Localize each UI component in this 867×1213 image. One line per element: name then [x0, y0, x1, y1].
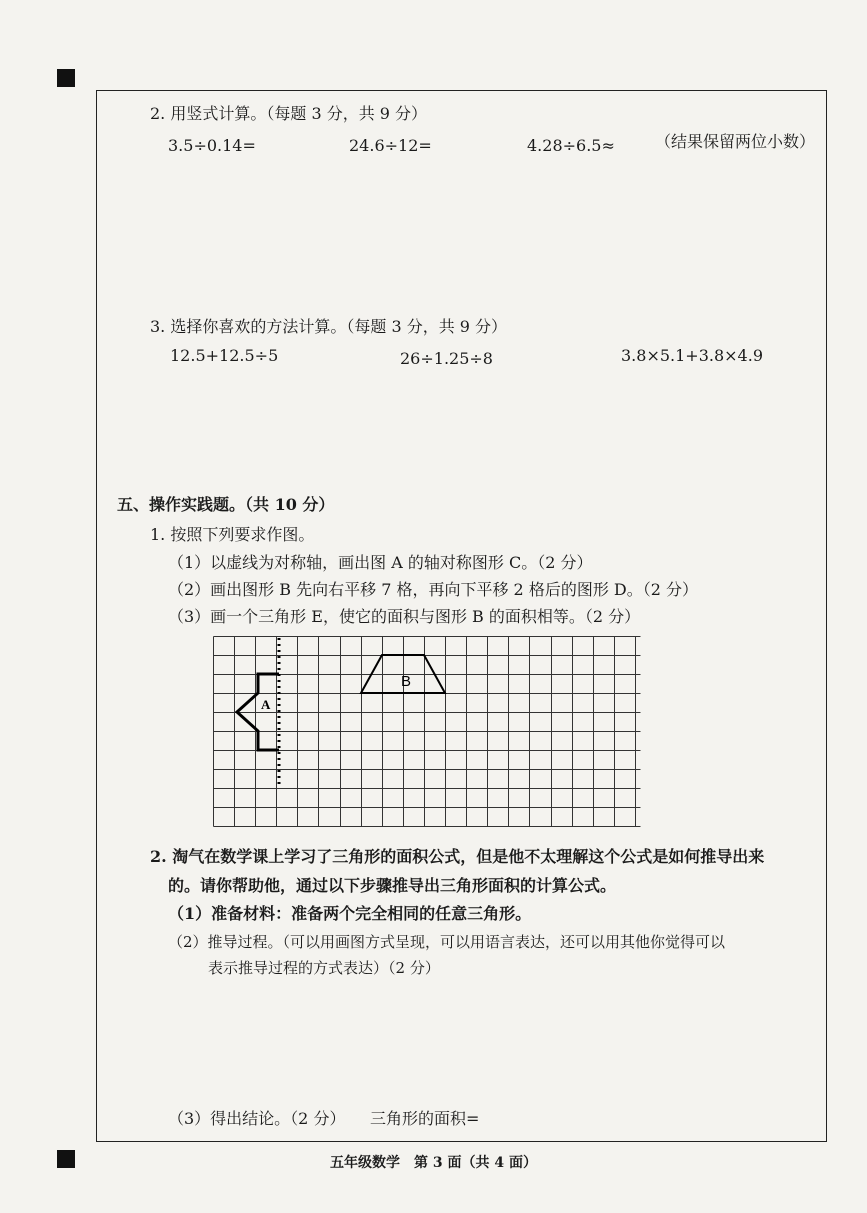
s5-p1-title: 1. 按照下列要求作图。 [150, 525, 315, 544]
s5-p2-sub3-formula: 三角形的面积= [370, 1109, 480, 1128]
q2-item-1: 3.5÷0.14= [168, 136, 256, 155]
q3-item-2: 26÷1.25÷8 [400, 349, 493, 368]
q2-item-2: 24.6÷12= [349, 136, 432, 155]
s5-p2-sub2a: （2）推导过程。（可以用画图方式呈现，可以用语言表达，还可以用其他你觉得可以 [168, 933, 726, 951]
q3-heading: 3. 选择你喜欢的方法计算。（每题 3 分，共 9 分） [150, 317, 508, 336]
grid-lines [214, 637, 641, 827]
s5-p1-sub3: （3）画一个三角形 E，使它的面积与图形 B 的面积相等。（2 分） [168, 607, 641, 626]
s5-p2-sub3: （3）得出结论。（2 分） [168, 1109, 346, 1128]
q2-heading: 2. 用竖式计算。（每题 3 分，共 9 分） [150, 104, 428, 123]
s5-p1-sub1: （1）以虚线为对称轴，画出图 A 的轴对称图形 C。（2 分） [168, 553, 593, 572]
page-footer: 五年级数学 第 3 面（共 4 面） [330, 1155, 537, 1171]
q3-item-1: 12.5+12.5÷5 [170, 346, 279, 365]
s5-p2-sub2b: 表示推导过程的方式表达）（2 分） [208, 959, 440, 977]
corner-marker-top [57, 69, 75, 87]
q2-item-3: 4.28÷6.5≈ [527, 136, 615, 155]
q2-note: （结果保留两位小数） [655, 132, 816, 151]
s5-p2-line1: 2. 淘气在数学课上学习了三角形的面积公式，但是他不太理解这个公式是如何推导出来 [150, 847, 765, 866]
shape-a-label: A [261, 697, 271, 712]
s5-p1-sub2: （2）画出图形 B 先向右平移 7 格，再向下平移 2 格后的图形 D。（2 分） [168, 580, 698, 599]
s5-p2-line2: 的。请你帮助他，通过以下步骤推导出三角形面积的计算公式。 [168, 876, 617, 895]
q3-item-3: 3.8×5.1+3.8×4.9 [621, 346, 763, 365]
section5-heading: 五、操作实践题。（共 10 分） [117, 495, 335, 514]
shape-b-label: B [401, 673, 412, 690]
drawing-grid[interactable] [213, 636, 641, 828]
s5-p2-sub1: （1）准备材料：准备两个完全相同的任意三角形。 [168, 904, 532, 923]
